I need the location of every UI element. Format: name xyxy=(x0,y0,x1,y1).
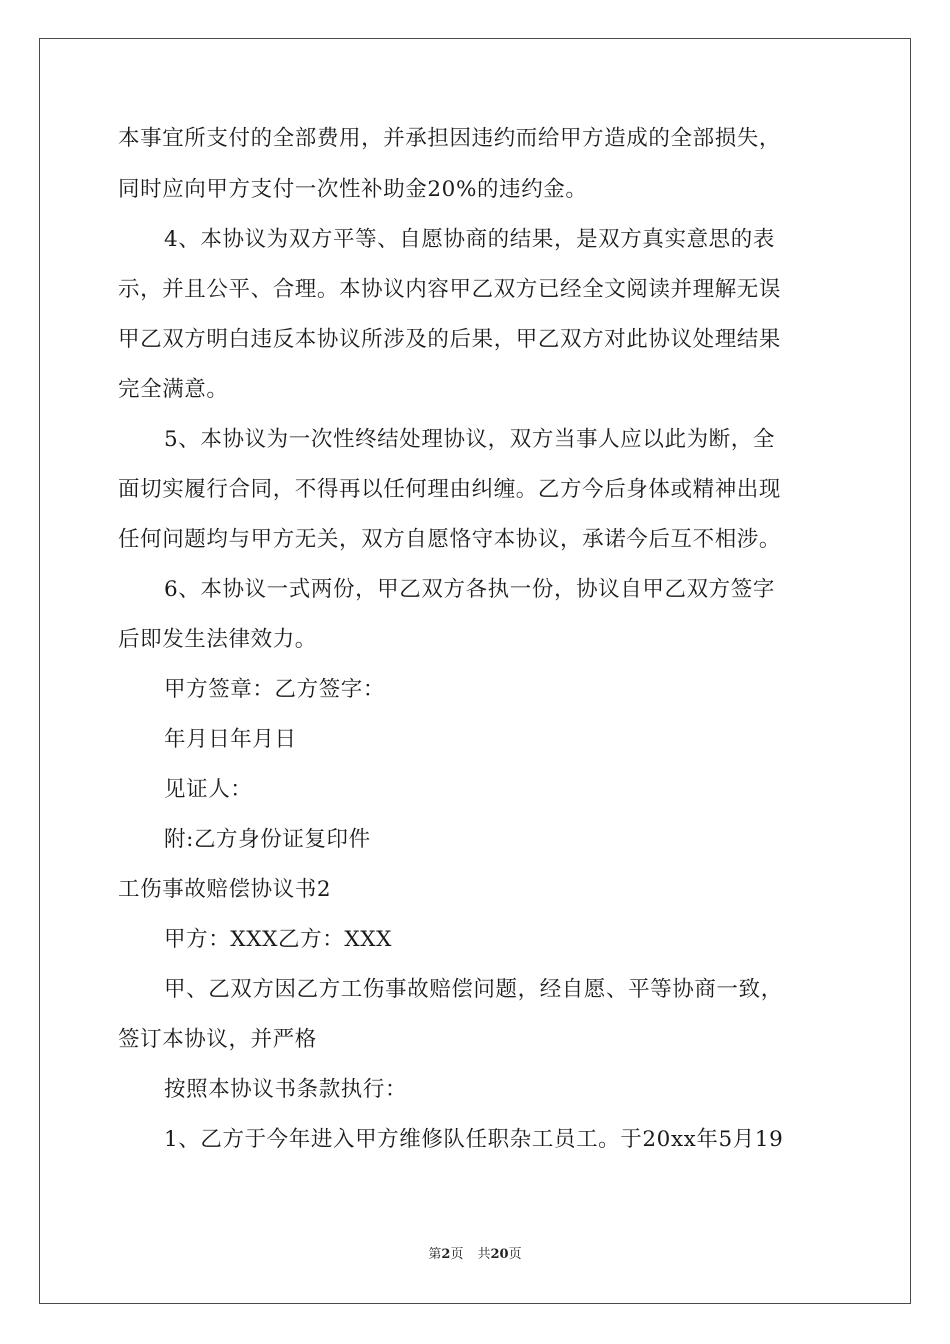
body-line: 后即发生法律效力。 xyxy=(118,627,317,652)
body-line: 4、本协议为双方平等、自愿协商的结果，是双方真实意思的表 xyxy=(164,227,775,252)
total-suffix: 页 xyxy=(508,1247,522,1262)
body-line: 面切实履行合同，不得再以任何理由纠缠。乙方今后身体或精神出现 xyxy=(118,477,782,502)
body-line: 示，并且公平、合理。本协议内容甲乙双方已经全文阅读并理解无误 xyxy=(118,277,782,302)
body-line: 甲、乙双方因乙方工伤事故赔偿问题，经自愿、平等协商一致， xyxy=(164,977,783,1002)
page-number: 2 xyxy=(441,1247,451,1262)
body-line: 甲乙双方明白违反本协议所涉及的后果，甲乙双方对此协议处理结果 xyxy=(118,327,782,352)
body-line: 见证人： xyxy=(164,777,253,802)
body-line: 年月日年月日 xyxy=(164,727,297,752)
body-line: 5、本协议为一次性终结处理协议，双方当事人应以此为断，全 xyxy=(164,427,775,452)
page-footer xyxy=(0,1246,950,1264)
body-line: 任何问题均与甲方无关，双方自愿恪守本协议，承诺今后互不相涉。 xyxy=(118,527,782,552)
body-line: 甲方：XXX乙方：XXX xyxy=(164,927,393,952)
body-line: 同时应向甲方支付一次性补助金20%的违约金。 xyxy=(118,177,588,202)
body-line: 按照本协议书条款执行： xyxy=(164,1077,408,1102)
total-pages: 20 xyxy=(490,1247,509,1262)
body-line: 1、乙方于今年进入甲方维修队任职杂工员工。于20xx年5月19 xyxy=(164,1127,784,1152)
body-line: 签订本协议，并严格 xyxy=(118,1027,317,1052)
body-line: 本事宜所支付的全部费用，并承担因违约而给甲方造成的全部损失， xyxy=(118,126,782,151)
page-prefix: 第 xyxy=(428,1247,442,1262)
body-line: 甲方签章：乙方签字： xyxy=(164,677,386,702)
page-suffix: 页 xyxy=(450,1247,464,1262)
total-prefix: 共 xyxy=(477,1247,491,1262)
section-title: 工伤事故赔偿协议书2 xyxy=(118,877,332,902)
body-line: 6、本协议一式两份，甲乙双方各执一份，协议自甲乙双方签字 xyxy=(164,577,775,602)
body-line: 完全满意。 xyxy=(118,377,229,402)
body-line: 附:乙方身份证复印件 xyxy=(164,827,371,852)
